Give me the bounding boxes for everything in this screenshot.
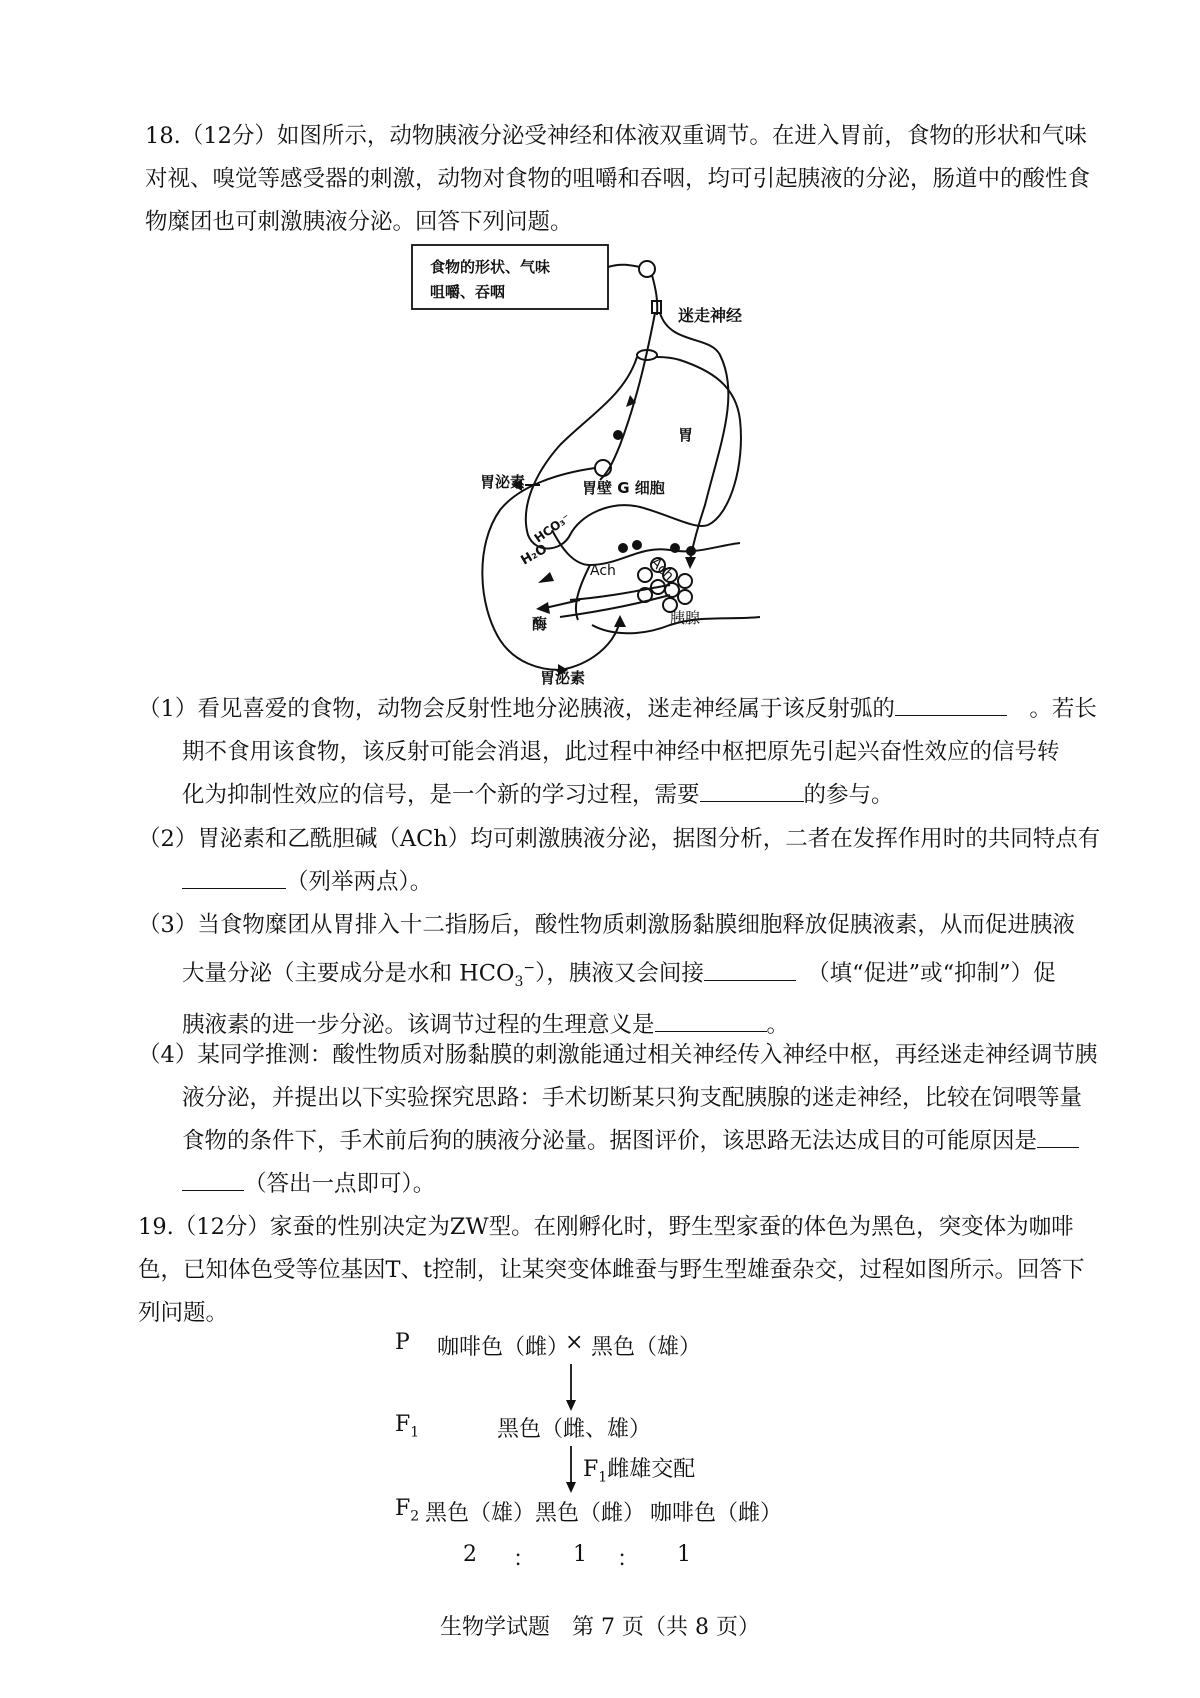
ganglion-3 — [671, 544, 679, 552]
q18-s4-text-a: （4）某同学推测：酸性物质对肠黏膜的刺激能通过相关神经传入神经中枢，再经迷走神经调节胰 — [138, 1042, 1098, 1068]
q18-sub3 — [138, 904, 1100, 1047]
box-text-1: 食物的形状、气味 — [430, 258, 551, 276]
pancreas-regulation-diagram — [430, 245, 770, 687]
ganglion-4 — [687, 547, 695, 555]
q18-s4-text-c: 食物的条件下，手术前后狗的胰液分泌量。据图评价，该思路无法达成目的可能原因是 — [182, 1128, 1038, 1154]
h2o-label: H₂O — [518, 541, 550, 569]
answer-blank-4a[interactable] — [1037, 1121, 1079, 1148]
f1-phenotype: 黑色（雌、雄） — [497, 1417, 652, 1442]
vagus-fiber-2 — [600, 313, 655, 480]
arrow-f1-to-f2 — [563, 1446, 579, 1494]
g-cell-label: 胃壁 G 细胞 — [582, 479, 665, 497]
q18-s3-text-b1: 大量分泌（主要成分是水和 HCO — [182, 960, 515, 987]
vagus-fiber-3 — [660, 313, 728, 560]
ach-label-1: Ach — [590, 563, 616, 579]
p-male: 黑色（雄） — [591, 1335, 702, 1360]
f1-mating-note: $F_1$雌雄交配 — [583, 1457, 696, 1486]
ratio-colon-1: ： — [513, 1547, 536, 1572]
q18-s1-text-a: （1）看见喜爱的食物，动物会反射性地分泌胰液，迷走神经属于该反射弧的 — [138, 696, 895, 722]
answer-blank-1a[interactable] — [895, 689, 1007, 716]
f1-generation-label: $F_1$ — [395, 1412, 420, 1441]
answer-blank-2[interactable] — [182, 862, 286, 889]
q18-intro: 18.（12分）如图所示，动物胰液分泌受神经和体液双重调节。在进入胃前，食物的形状和气味对视、嗅觉等感受器的刺激，动物对食物的咀嚼和吞咽，均可引起胰液的分泌，肠道中的酸性食物糜团也可刺激胰液分泌。回答下列问题。 — [145, 123, 1091, 235]
ratio-coffee-female: 1 — [677, 1542, 691, 1567]
ganglion-2 — [633, 541, 641, 549]
hco3-label: HCO₃⁻ — [531, 510, 574, 546]
q18-s3-text-b3: （填“促进”或“抑制”）促 — [818, 960, 1056, 987]
q18-s2-text-b: （列举两点）。 — [286, 869, 433, 895]
gastrin-label-left: 胃泌素 — [480, 473, 526, 491]
pancreas-label: 胰腺 — [670, 609, 701, 627]
secretion-arrow — [545, 600, 580, 608]
stomach-label: 胃 — [678, 426, 694, 444]
answer-blank-3b[interactable] — [655, 1005, 767, 1032]
receptor-neuron — [639, 261, 655, 277]
silkworm-cross-diagram — [395, 1330, 895, 1580]
arrow-p-to-f1 — [563, 1364, 579, 1412]
arrowhead-h2o — [538, 572, 554, 583]
neuron-a — [614, 431, 622, 439]
answer-blank-1b[interactable] — [700, 775, 804, 802]
ganglion-1 — [619, 544, 627, 552]
p-generation-label: P — [395, 1330, 410, 1355]
vagus-label: 迷走神经 — [678, 306, 743, 325]
q19-intro: 19.（12分）家蚕的性别决定为ZW型。在刚孵化时，野生型家蚕的体色为黑色，突变体为咖啡色，已知体色受等位基因T、t控制，让某突变体雌蚕与野生型雄蚕杂交，过程如图所示。回答下列问题。 — [138, 1214, 1085, 1326]
arrowhead-vagus — [685, 557, 696, 569]
gastrin-path-left — [482, 468, 595, 670]
q18-s1-text-e: 的参与。 — [803, 782, 894, 808]
ratio-black-female: 1 — [573, 1542, 587, 1567]
ratio-colon-2: ： — [617, 1547, 640, 1572]
q18-s4-text-b: 液分泌，并提出以下实验探究思路：手术切断某只狗支配胰腺的迷走神经，比较在饲喂等量 — [182, 1085, 1083, 1111]
q18-s1-text-d: 化为抑制性效应的信号，是一个新的学习过程，需要 — [182, 782, 700, 808]
answer-blank-4b[interactable] — [182, 1164, 244, 1191]
f2-generation-label: $F_2$ — [395, 1496, 420, 1525]
gastrin-to-pancreas — [560, 620, 620, 670]
enzyme-label: 酶 — [532, 615, 548, 633]
acinus-5 — [665, 583, 679, 597]
q18-s3-sup: − — [523, 960, 536, 976]
arrowhead-enzyme — [536, 602, 550, 614]
q18-s3-text-d: 。 — [766, 1012, 790, 1038]
acinus-7 — [678, 590, 692, 604]
f2-black-female: 黑色（雌） — [535, 1501, 646, 1526]
arrowhead-vagus-2 — [626, 395, 636, 407]
answer-blank-3a[interactable] — [704, 954, 796, 981]
q18-sub1 — [138, 688, 1100, 817]
f2-coffee-female: 咖啡色（雌） — [650, 1501, 783, 1526]
cross-symbol: × — [565, 1330, 584, 1355]
q18-s3-sub: 3 — [514, 974, 524, 990]
nerve-from-box — [608, 265, 640, 267]
q18-s3-text-c: 胰液素的进一步分泌。该调节过程的生理意义是 — [182, 1012, 655, 1038]
f2-black-male: 黑色（雄） — [425, 1501, 536, 1526]
stomach-outline-inner — [552, 530, 740, 565]
acinus-1 — [638, 568, 652, 582]
q18-sub2 — [138, 818, 1100, 904]
q18-s3-text-b2: ），胰液又会间接 — [535, 960, 704, 987]
q18-s3-text-a: （3）当食物糜团从胃排入十二指肠后，酸性物质刺激肠黏膜细胞释放促胰液素，从而促进胰液 — [138, 912, 1075, 938]
box-text-2: 咀嚼、吞咽 — [430, 283, 506, 301]
q18-sub4 — [138, 1034, 1100, 1206]
q18-s2-text-a: （2）胃泌素和乙酰胆碱（ACh）均可刺激胰液分泌，据图分析，二者在发挥作用时的共同特点有 — [138, 826, 1101, 852]
acinus-6 — [678, 574, 692, 588]
p-female: 咖啡色（雌） — [437, 1335, 570, 1360]
page-footer: 生物学试题 第 7 页（共 8 页） — [440, 1615, 760, 1640]
q18-s1-text-b: 。若长 — [1029, 696, 1097, 722]
q18-s4-text-d: （答出一点即可）。 — [244, 1171, 436, 1197]
gastrin-label-bottom: 胃泌素 — [540, 669, 586, 687]
arrowhead-pancreas-up — [614, 615, 626, 627]
ratio-black-male: 2 — [463, 1542, 477, 1567]
ach-label-2: Ach — [647, 554, 677, 585]
q18-s1-text-c: 期不食用该食物，该反射可能会消退，此过程中神经中枢把原先引起兴奋性效应的信号转 — [182, 739, 1060, 765]
